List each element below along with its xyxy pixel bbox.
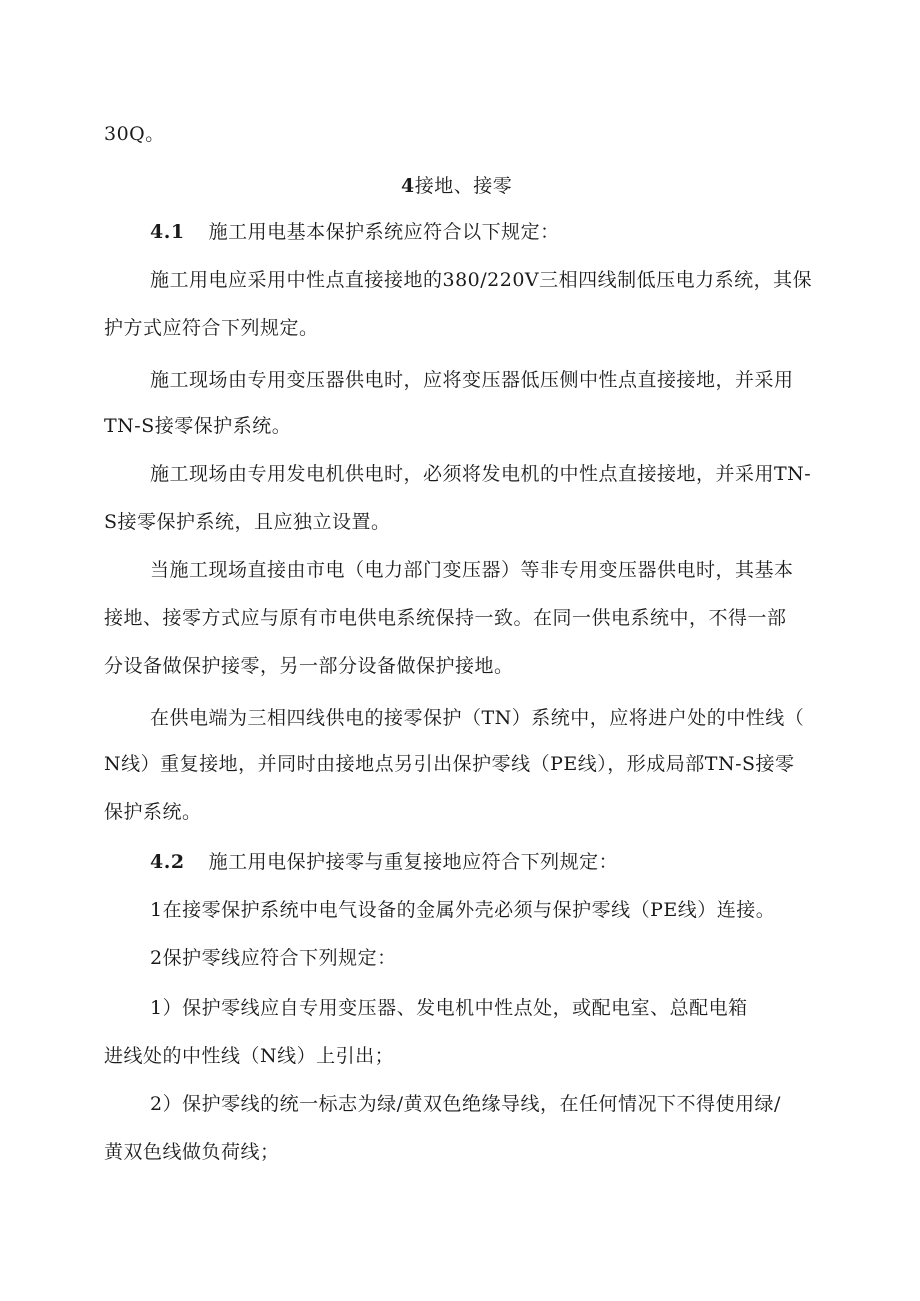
text-line: 施工现场由专用变压器供电时，应将变压器低压侧中性点直接接地，并采用 <box>150 369 794 391</box>
text-line: S接零保护系统，且应独立设置。 <box>104 511 391 533</box>
list-item: 2）保护零线的统一标志为绿/黄双色绝缘导线，在任何情况下不得使用绿/ <box>150 1093 781 1115</box>
text-line: 保护系统。 <box>104 801 202 823</box>
text-line: 护方式应符合下列规定。 <box>104 317 319 339</box>
text-line: 施工现场由专用发电机供电时，必须将发电机的中性点直接接地，并采用TN- <box>150 463 812 485</box>
subsection-number: 4.1 <box>150 221 185 243</box>
section-heading <box>401 174 512 198</box>
list-item: 1）保护零线应自专用变压器、发电机中性点处，或配电室、总配电箱 <box>150 997 748 1019</box>
subsection-heading <box>150 850 618 874</box>
subsection-heading <box>150 220 560 244</box>
text-line: TN-S接零保护系统。 <box>104 415 292 437</box>
list-item: 1在接零保护系统中电气设备的金属外壳必须与保护零线（PE线）连接。 <box>150 899 776 921</box>
section-title: 接地、接零 <box>414 175 513 197</box>
text-line: 接地、接零方式应与原有市电供电系统保持一致。在同一供电系统中，不得一部 <box>104 607 787 629</box>
text-line: 当施工现场直接由市电（电力部门变压器）等非专用变压器供电时，其基本 <box>150 559 794 581</box>
text-line: 在供电端为三相四线供电的接零保护（TN）系统中，应将进户处的中性线（ <box>150 707 805 729</box>
text-line: N线）重复接地，并同时由接地点另引出保护零线（PE线），形成局部TN-S接零 <box>104 753 795 775</box>
text-line: 30Q。 <box>104 123 165 145</box>
subsection-title: 施工用电基本保护系统应符合以下规定： <box>208 221 560 243</box>
text-line: 分设备做保护接零，另一部分设备做保护接地。 <box>104 655 514 677</box>
text-line: 进线处的中性线（N线）上引出； <box>104 1045 395 1067</box>
subsection-number: 4.2 <box>150 851 185 873</box>
subsection-title: 施工用电保护接零与重复接地应符合下列规定： <box>208 851 619 873</box>
text-line: 黄双色线做负荷线； <box>104 1141 280 1163</box>
text-line: 施工用电应采用中性点直接接地的380/220V三相四线制低压电力系统，其保 <box>150 269 813 291</box>
list-item: 2保护零线应符合下列规定： <box>150 947 397 969</box>
section-number: 4 <box>401 175 415 197</box>
